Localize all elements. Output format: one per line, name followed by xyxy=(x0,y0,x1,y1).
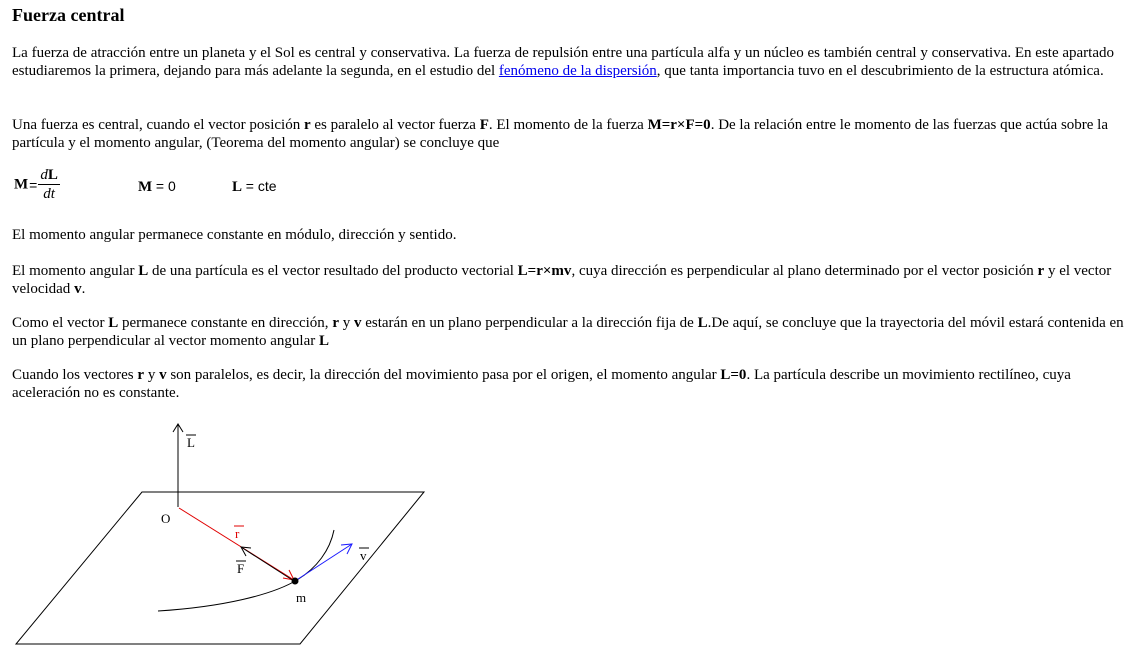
p4-v: v xyxy=(74,281,82,297)
p6-text-1: Cuando los vectores xyxy=(12,367,138,383)
eq-fraction xyxy=(38,166,60,203)
paragraph-angular-momentum xyxy=(12,262,1126,298)
p6-L0: L=0 xyxy=(720,367,747,383)
eq-L: L xyxy=(232,179,243,195)
eq-den: dt xyxy=(43,186,55,202)
label-L: L xyxy=(187,435,195,450)
particle-dot xyxy=(292,578,299,585)
p4-text-4: y el vector velocidad xyxy=(12,263,1112,297)
p5-text-4: estarán en un plano perpendicular a la dirección fija de xyxy=(361,315,698,331)
equations-row xyxy=(12,166,412,206)
p2-text-4: . De la relación entre le momento de las fuerzas que actúa sobre la partícula y el momento angular, (Teorema del momento angular) se concluye que xyxy=(12,117,1109,151)
p4-text-5: . xyxy=(81,281,86,297)
p6-text-4: . La partícula describe un movimiento rectilíneo, cuya aceleración no es constante. xyxy=(12,367,1071,401)
p5-L3: L xyxy=(318,333,329,349)
p2-text-3: . El momento de la fuerza xyxy=(488,117,648,133)
label-F: F xyxy=(237,561,245,576)
equation-zero-torque xyxy=(138,177,176,217)
equation-torque xyxy=(14,166,60,206)
p2-F: F xyxy=(479,117,489,133)
p2-moment: M=r×F=0 xyxy=(647,117,711,133)
p5-r: r xyxy=(332,315,339,331)
paragraph-constant: El momento angular permanece constante en módulo, dirección y sentido. xyxy=(12,227,457,243)
label-origin: O xyxy=(161,511,171,526)
paragraph-parallel xyxy=(12,366,1126,402)
v-vector xyxy=(295,544,352,581)
eq-M0: M xyxy=(138,179,153,195)
dispersion-link[interactable]: fenómeno de la dispersión xyxy=(498,63,657,79)
p4-L: L xyxy=(138,263,149,279)
eq-num-d: d xyxy=(40,167,48,183)
central-force-diagram xyxy=(12,410,432,650)
p5-v: v xyxy=(353,315,362,331)
eq-num-L: L xyxy=(47,167,58,183)
p4-r: r xyxy=(1037,263,1045,279)
eq-sign: = xyxy=(29,176,38,193)
eq-M0-rest: = 0 xyxy=(155,178,176,194)
p5-text-1: Como el vector xyxy=(12,315,109,331)
p4-product: L=r×mv xyxy=(517,263,572,279)
p2-r: r xyxy=(303,117,311,133)
p6-v: v xyxy=(159,367,167,383)
paragraph-central-force xyxy=(12,116,1126,152)
label-m: m xyxy=(296,590,307,605)
p2-text-2: es paralelo al vector fuerza xyxy=(310,117,480,133)
p4-text-3: , cuya dirección es perpendicular al plano determinado por el vector posición xyxy=(571,263,1038,279)
p6-r: r xyxy=(137,367,145,383)
p5-text-2: permanece constante en dirección, xyxy=(118,315,333,331)
label-v: v xyxy=(360,548,367,563)
p4-text-2: de una partícula es el vector resultado del producto vectorial xyxy=(148,263,518,279)
paragraph-plane xyxy=(12,314,1126,350)
p1-text-a: La fuerza de atracción entre un planeta y el Sol es central y conservativa. La fuerza de repulsión entre una partícula alfa y un núcleo es también central y conservativa. En este apartado estudiaremos la primera, dejando para más adelante la segunda, en el estudio del xyxy=(12,45,1114,79)
p5-text-3: y xyxy=(338,315,354,331)
page-title: Fuerza central xyxy=(12,5,125,25)
p5-L: L xyxy=(108,315,119,331)
F-vector xyxy=(241,547,294,581)
p4-text-1: El momento angular xyxy=(12,263,139,279)
p2-text-1: Una fuerza es central, cuando el vector posición xyxy=(12,117,304,133)
p1-text-b: , que tanta importancia tuvo en el descubrimiento de la estructura atómica. xyxy=(656,63,1104,79)
p5-text-5: .De aquí, se concluye que la trayectoria del móvil estará contenida en un plano perpendicular al vector momento angular xyxy=(12,315,1124,349)
orbital-plane xyxy=(16,492,424,644)
p5-L2: L xyxy=(697,315,708,331)
eq-M: M xyxy=(14,176,29,193)
p6-text-2: y xyxy=(144,367,160,383)
equation-constant-L xyxy=(232,177,277,217)
eq-L-rest: = cte xyxy=(245,178,277,194)
paragraph-intro xyxy=(12,44,1126,80)
trajectory-curve xyxy=(158,530,334,611)
label-r: r xyxy=(235,526,240,541)
p6-text-3: son paralelos, es decir, la dirección del movimiento pasa por el origen, el momento angular xyxy=(166,367,721,383)
